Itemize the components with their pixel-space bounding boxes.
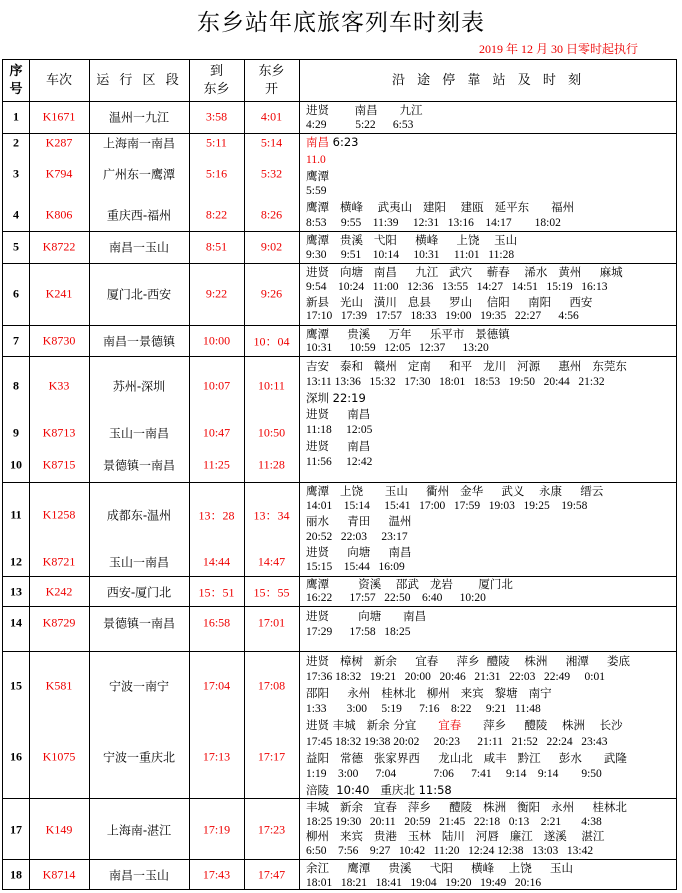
arrival-time: 10:47 <box>202 425 231 440</box>
departure-time: 17:47 <box>257 867 286 882</box>
stop-line: 17:45 18:32 19:38 20:02 20:23 21:11 21:52 22:24 23:43 <box>306 736 608 748</box>
stop-segment: 宜春 <box>438 720 462 732</box>
departure-time: 5:14 <box>260 135 283 150</box>
stop-line: 丽水 青田 温州 <box>306 514 412 529</box>
stop-line: 18:25 19:30 20:11 20:59 21:45 22:18 0:13 2:21 4:38 <box>306 815 602 828</box>
stop-line: 鹰潭 贵溪 弋阳 横峰 上饶 玉山 <box>306 233 518 247</box>
stops-cell <box>306 135 672 232</box>
divider <box>3 231 676 232</box>
stop-line: 1:33 3:00 5:19 7:16 8:22 9:21 11:48 <box>306 703 541 715</box>
train-code: K794 <box>45 166 73 181</box>
divider <box>244 60 245 889</box>
header-departure: 东乡 开 <box>258 63 285 97</box>
stop-line: 新县 光山 潢川 息县 罗山 信阳 南阳 西安 <box>306 294 593 309</box>
route: 苏州-深圳 <box>112 379 166 394</box>
row-number: 12 <box>10 554 22 569</box>
stop-line: 20:52 22:03 23:17 <box>306 530 408 543</box>
stop-line: 17:36 18:32 19:21 20:00 20:46 21:31 22:03 22:49 0:01 <box>306 671 606 683</box>
header-arrival: 到 东乡 <box>203 63 230 97</box>
stop-line: 8:53 9:55 11:39 12:31 13:16 14:17 18:02 <box>306 217 561 230</box>
stop-line: 4:29 5:22 6:53 <box>306 118 414 131</box>
stop-line <box>306 717 672 734</box>
row-number: 10 <box>10 457 22 472</box>
stops-cell <box>306 484 672 575</box>
route: 玉山一南昌 <box>108 426 169 441</box>
route: 玉山一南昌 <box>108 555 169 570</box>
stop-line: 5:59 <box>306 185 327 198</box>
header-route: 运 行 区 段 <box>96 72 182 88</box>
departure-time: 13：34 <box>253 508 290 523</box>
stop-line: 深圳 22:19 <box>306 391 366 405</box>
train-code: K8715 <box>42 457 76 472</box>
row-number: 14 <box>10 615 22 630</box>
route: 宁波一重庆北 <box>102 750 175 765</box>
departure-time: 5:32 <box>260 166 283 181</box>
page-title: 东乡站年底旅客列车时刻表 <box>197 10 485 36</box>
route: 景德镇一南昌 <box>102 616 175 631</box>
row-number: 11 <box>10 507 22 522</box>
stop-line: 邵阳 永州 桂林北 柳州 来宾 黎塘 南宁 <box>306 686 552 700</box>
stop-line <box>306 135 672 152</box>
stop-line: 进贤 南昌 <box>306 439 371 453</box>
stop-line: 鹰潭 贵溪 万年 乐平市 景德镇 <box>306 327 510 341</box>
departure-time: 10：04 <box>253 334 290 349</box>
arrival-time: 9:22 <box>205 286 228 301</box>
train-code: K1075 <box>42 749 76 764</box>
stop-line: 17:29 17:58 18:25 <box>306 626 411 638</box>
stop-line: 18:01 18:21 18:41 19:04 19:20 19:49 20:16 <box>306 876 542 889</box>
route: 景德镇一南昌 <box>102 458 175 473</box>
stop-line: 1:19 3:00 7:04 7:06 7:41 9:14 9:14 9:50 <box>306 768 602 780</box>
stop-line: 14:01 15:14 15:41 17:00 17:59 19:03 19:25 19:58 <box>306 500 588 513</box>
route: 厦门北-西安 <box>106 287 172 302</box>
stop-segment: 萍乡 醴陵 株洲 长沙 <box>461 718 623 732</box>
route: 重庆西-福州 <box>106 208 172 223</box>
divider <box>3 606 676 607</box>
train-code: K8730 <box>42 333 76 348</box>
stop-line: 益阳 常德 张家界西 龙山北 咸丰 黔江 彭水 武隆 <box>306 751 627 765</box>
arrival-time: 5:11 <box>206 135 227 150</box>
departure-time: 17:01 <box>257 615 286 630</box>
divider <box>3 576 676 577</box>
stop-segment: 进贤 丰城 新余 分宜 <box>306 718 439 732</box>
departure-time: 10:11 <box>258 378 285 393</box>
stop-line: 鹰潭 资溪 邵武 龙岩 厦门北 <box>306 578 513 591</box>
train-code: K8713 <box>42 425 76 440</box>
header-stops: 沿 途 停 靠 站 及 时 刻 <box>392 72 585 88</box>
stop-line: 6:50 7:56 9:27 10:42 11:20 12:24 12:38 13:03 13:42 <box>306 844 594 857</box>
divider <box>3 263 676 264</box>
row-number: 3 <box>13 166 19 181</box>
divider <box>3 482 676 483</box>
timetable <box>2 59 677 890</box>
stops-cell <box>306 578 672 605</box>
divider <box>3 859 676 860</box>
departure-time: 11:28 <box>258 457 285 472</box>
arrival-time: 16:58 <box>202 615 231 630</box>
stops-cell <box>306 103 672 132</box>
stop-line: 17:10 17:39 17:57 18:33 19:00 19:35 22:27 4:56 <box>306 310 579 323</box>
row-number: 1 <box>13 109 19 124</box>
row-number: 2 <box>13 135 19 150</box>
departure-time: 15：55 <box>253 585 290 600</box>
stop-line: 进贤 向塘 南昌 <box>306 544 412 559</box>
stop-segment: 南昌 <box>306 137 329 149</box>
header-code: 车次 <box>45 72 72 88</box>
train-code: K242 <box>45 584 73 599</box>
train-code: K1258 <box>42 507 76 522</box>
row-number: 16 <box>10 749 22 764</box>
arrival-time: 5:16 <box>205 166 228 181</box>
departure-time: 10:50 <box>257 425 286 440</box>
stop-line: 鹰潭 上饶 玉山 衢州 金华 武义 永康 缙云 <box>306 484 604 498</box>
arrival-time: 3:58 <box>205 109 228 124</box>
divider <box>29 60 30 889</box>
divider <box>299 60 300 889</box>
stop-line: 13:11 13:36 15:32 17:30 18:01 18:53 19:50 20:44 21:32 <box>306 376 605 388</box>
stop-segment: 11.0 <box>306 153 326 166</box>
row-number: 6 <box>13 286 19 301</box>
train-code: K8714 <box>42 867 76 882</box>
train-code: K8721 <box>42 554 76 569</box>
departure-time: 4:01 <box>260 109 283 124</box>
arrival-time: 8:22 <box>205 207 228 222</box>
divider <box>3 325 676 326</box>
arrival-time: 17:19 <box>202 822 231 837</box>
train-code: K806 <box>45 207 73 222</box>
stop-line: 10:31 10:59 12:05 12:37 13:20 <box>306 342 489 354</box>
departure-time: 9:26 <box>260 286 283 301</box>
stop-line: 9:54 10:24 11:00 12:36 13:55 14:27 14:51 15:19 16:13 <box>306 280 608 293</box>
stops-cell <box>306 653 672 798</box>
route: 南昌一景德镇 <box>102 334 175 349</box>
arrival-time: 14:44 <box>202 554 231 569</box>
route: 成都东-温州 <box>106 508 172 523</box>
row-number: 4 <box>13 207 19 222</box>
route: 南昌一玉山 <box>108 240 169 255</box>
header-no: 序 号 <box>9 63 23 97</box>
row-number: 9 <box>13 425 19 440</box>
arrival-time: 17:04 <box>202 678 231 693</box>
route: 上海南一南昌 <box>102 136 175 151</box>
stop-line: 进贤 向塘 南昌 九江 武穴 蕲春 浠水 黄州 麻城 <box>306 265 623 279</box>
arrival-time: 17:13 <box>202 749 231 764</box>
stop-line: 吉安 泰和 赣州 定南 和平 龙川 河源 惠州 东莞东 <box>306 359 627 373</box>
train-code: K33 <box>48 378 70 393</box>
stop-line: 余江 鹰潭 贵溪 弋阳 横峰 上饶 玉山 <box>306 861 574 875</box>
stops-cell <box>306 233 672 262</box>
train-code: K149 <box>45 822 73 837</box>
departure-time: 17:23 <box>257 822 286 837</box>
effective-date: 2019 年 12 月 30 日零时起执行 <box>478 42 638 56</box>
route: 上海南-湛江 <box>106 823 172 838</box>
stop-segment: 6:23 <box>329 135 359 149</box>
row-number: 17 <box>10 822 22 837</box>
route: 西安-厦门北 <box>106 585 172 600</box>
stops-cell <box>306 265 672 324</box>
arrival-time: 15：51 <box>198 585 235 600</box>
row-number: 8 <box>13 378 19 393</box>
stop-line: 15:15 15:44 16:09 <box>306 560 405 573</box>
row-number: 15 <box>10 678 22 693</box>
train-code: K581 <box>45 678 73 693</box>
divider <box>189 60 190 889</box>
stop-line <box>306 152 672 169</box>
train-code: K1671 <box>42 109 76 124</box>
route: 广州东一鹰潭 <box>102 167 175 182</box>
divider <box>3 356 676 357</box>
train-code: K241 <box>45 286 73 301</box>
stops-cell <box>306 800 672 858</box>
stop-line: 进贤 南昌 九江 <box>306 103 423 117</box>
departure-time: 17:08 <box>257 678 286 693</box>
stop-line: 16:22 17:57 22:50 6:40 10:20 <box>306 591 486 604</box>
stops-cell <box>306 358 672 470</box>
stops-cell <box>306 327 672 355</box>
departure-time: 8:26 <box>260 207 283 222</box>
route: 宁波一南宁 <box>108 679 169 694</box>
stop-line: 涪陵 10:40 重庆北 11:58 <box>306 783 452 797</box>
departure-time: 14:47 <box>257 554 286 569</box>
route: 南昌一玉山 <box>108 868 169 883</box>
row-number: 13 <box>10 584 22 599</box>
stop-line: 丰城 新余 宜春 萍乡 醴陵 株洲 衡阳 永州 桂林北 <box>306 800 627 814</box>
train-code: K8722 <box>42 239 76 254</box>
arrival-time: 10:00 <box>202 333 231 348</box>
stop-line: 11:56 12:42 <box>306 456 373 468</box>
stop-line: 柳州 来宾 贵港 玉林 陆川 河唇 廉江 遂溪 湛江 <box>306 829 605 843</box>
stops-cell <box>306 861 672 890</box>
divider <box>3 101 676 102</box>
stops-cell <box>306 608 672 640</box>
divider <box>3 651 676 652</box>
stop-line: 9:30 9:51 10:14 10:31 11:01 11:28 <box>306 248 515 261</box>
departure-time: 9:02 <box>260 239 283 254</box>
stop-line: 鹰潭 <box>306 168 329 183</box>
arrival-time: 13：28 <box>198 508 235 523</box>
arrival-time: 11:25 <box>203 457 230 472</box>
arrival-time: 10:07 <box>202 378 231 393</box>
train-code: K287 <box>45 135 73 150</box>
stop-line: 11:18 12:05 <box>306 424 373 436</box>
row-number: 18 <box>10 867 22 882</box>
departure-time: 17:17 <box>257 749 286 764</box>
arrival-time: 17:43 <box>202 867 231 882</box>
row-number: 5 <box>13 239 19 254</box>
train-code: K8729 <box>42 615 76 630</box>
stop-line: 鹰潭 横峰 武夷山 建阳 建瓯 延平东 福州 <box>306 200 575 215</box>
row-number: 7 <box>13 333 19 348</box>
stop-line: 进贤 向塘 南昌 <box>306 609 427 623</box>
route: 温州一九江 <box>108 110 169 125</box>
divider <box>3 798 676 799</box>
stop-line: 进贤 樟树 新余 宜春 萍乡 醴陵 株洲 湘潭 娄底 <box>306 654 630 668</box>
arrival-time: 8:51 <box>205 239 228 254</box>
stop-line: 进贤 南昌 <box>306 407 371 421</box>
